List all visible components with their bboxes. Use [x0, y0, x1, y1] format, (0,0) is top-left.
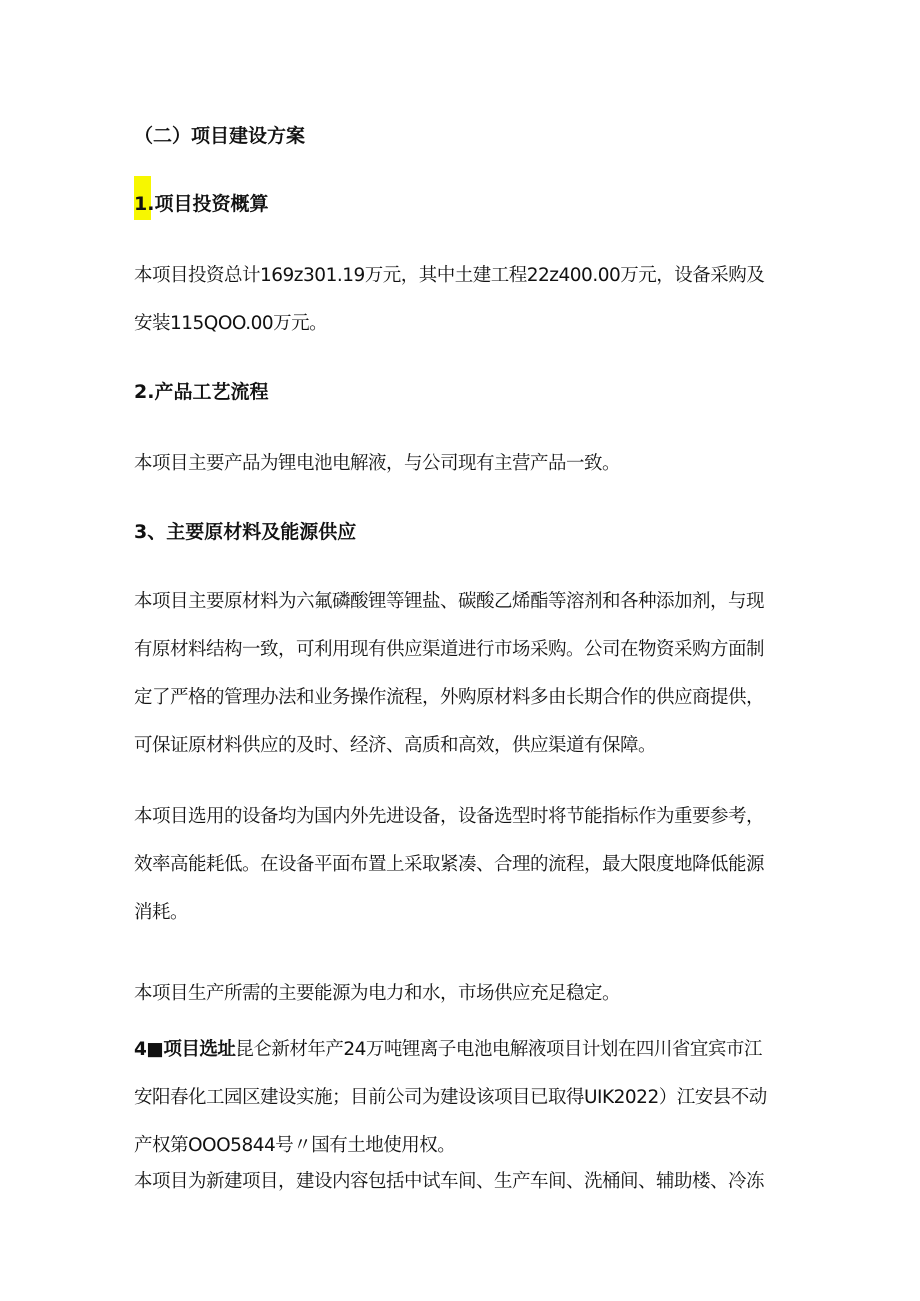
text-line: 安装115QOO.00万元。: [134, 313, 328, 334]
text-line: 定了严格的管理办法和业务操作流程，外购原材料多由长期合作的供应商提供，: [134, 687, 765, 708]
text-line: [134, 1026, 767, 1074]
text-line: 产权第OOO5844号〃国有土地使用权。: [134, 1135, 456, 1156]
text-line: 消耗。: [134, 902, 189, 923]
section-title: （二）项目建设方案: [134, 125, 306, 147]
text-line: 可保证原材料供应的及时、经济、高质和高效，供应渠道有保障。: [134, 735, 657, 756]
heading-investment: [134, 192, 268, 216]
heading-materials: 3、主要原材料及能源供应: [134, 521, 357, 543]
text-line: 本项目投资总计169z301.19万元，其中土建工程22z400.00万元，设备采购及: [134, 265, 765, 286]
heading-investment-title: 项目投资概算: [154, 193, 269, 215]
paragraph-site: [134, 1026, 767, 1170]
text-line: 本项目生产所需的主要能源为电力和水，市场供应充足稳定。: [134, 983, 621, 1004]
paragraph-process: [134, 440, 620, 488]
heading-site: 4■项目选址: [134, 1039, 236, 1060]
text-line: 安阳春化工园区建设实施；目前公司为建设该项目已取得UIK2022）江安县不动: [134, 1087, 767, 1108]
paragraph-construction: [134, 1158, 764, 1206]
heading-process: 2.产品工艺流程: [134, 381, 269, 403]
paragraph-energy: [134, 970, 620, 1018]
heading-investment-number: 1.: [134, 193, 155, 215]
text-line: 本项目选用的设备均为国内外先进设备，设备选型时将节能指标作为重要参考，: [134, 806, 765, 827]
text-line: 本项目主要原材料为六氟磷酸锂等锂盐、碳酸乙烯酯等溶剂和各种添加剂，与现: [134, 591, 765, 612]
text-line: 本项目为新建项目，建设内容包括中试车间、生产车间、洗桶间、辅助楼、冷冻: [134, 1171, 765, 1192]
site-text: 昆仑新材年产24万吨锂离子电池电解液项目计划在四川省宜宾市江: [235, 1039, 762, 1060]
text-line: 有原材料结构一致，可利用现有供应渠道进行市场采购。公司在物资采购方面制: [134, 639, 765, 660]
paragraph-materials: [134, 578, 764, 770]
text-line: 本项目主要产品为锂电池电解液，与公司现有主营产品一致。: [134, 453, 621, 474]
text-line: 效率高能耗低。在设备平面布置上采取紧凑、合理的流程，最大限度地降低能源: [134, 854, 765, 875]
paragraph-equipment: [134, 793, 764, 937]
paragraph-investment: [134, 252, 764, 348]
